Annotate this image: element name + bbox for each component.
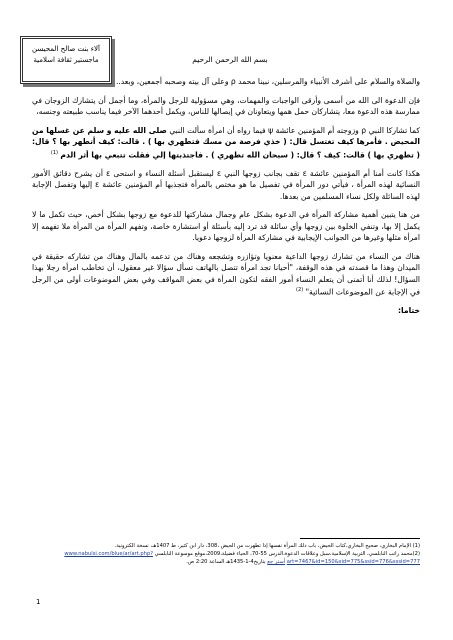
footnote-2 xyxy=(32,550,420,566)
footnote-ref-1[interactable]: (1) xyxy=(50,149,58,156)
footnote-2-link-label[interactable]: أستر جع xyxy=(267,559,286,565)
support-types-text: هناك من النساء من تشارك زوجها الداعية معنويا وتؤازره وتشجعه وهناك من تدعمه بالمال وهناك من تشاركه حقيقة في الميدان وهذا ما قصدته في هذه الوقفة، xyxy=(32,251,420,273)
hadith-intro: كما تشاركا النبي ρ وزوجته أم المؤمنين عائشة ψ فيما رواه أن امرأة سألت النبي xyxy=(169,125,420,135)
footnotes xyxy=(32,542,420,566)
body-text xyxy=(32,76,420,324)
paragraph-aisha-role: هكذا كانت أمنا أم المؤمنين عائشة ε تقف بجانب زوجها النبي ε ليستقبل أسئلة النساء و استحى ε أن يشرح دقائق الأمور النسائية لهذه المرأة ، فيأتي دور المرأة في تفصيل ما هو مختص بالمرأة فتجذبها أم المؤمنين عائشة ε إليها وتفصل الإجابة لهذه السائلة ولكل نساء المسلمين من بعدها. xyxy=(32,168,420,201)
paragraph-support-types xyxy=(32,251,420,299)
paragraph-dawah-importance: فإن الدعوة الى الله من أسمى وأرقى الواجبات والمهمات، وهي مسؤولية للرجل والمرأة، وما أجمل أن يتشارك الزوجان في ممارسة هذه الدعوة معا، يتشاركان حمل همها ويتعاونان في إيصالها للناس، ويكمل أحدهما الآخر فيما يناسب طبيعته وجنسه، xyxy=(32,95,420,116)
closing-heading: ختاما: xyxy=(397,306,420,316)
footnote-2-date: بتاريخ4-1-1435هـ الساعة 2:20 ص. xyxy=(186,559,266,565)
paragraph-hadith xyxy=(32,125,420,161)
paragraph-opening: والصلاة والسلام على أشرف الأنبياء والمرسلين، نبينا محمد ρ وعلى آل بيته وصحبه أجمعين، وبعد.. xyxy=(115,77,420,86)
footnote-ref-2[interactable]: (2) xyxy=(296,287,304,294)
footnote-2-link[interactable]: www.nabulsi.com/blue/ar/art.php?art=7467&id=150&sid=775&ssid=776&sssid=777 xyxy=(64,551,420,565)
basmala: بسم الله الرحمن الرحيم xyxy=(192,55,268,64)
nabulsi-quote: "أحيانا تجد امرأة تتصل بالهاتف تسأل سؤالا غير معقول، أن تخاطب امرأة رجلا بهذا السؤال! لذلك أنا أتمنى أن يتعلم النساء أمور الفقه لتكون المرأة في بعض المواقف وفي بعض الموضوعات أولى من الرجل في الإجابة عن الموضوعات النسائية" xyxy=(32,263,420,297)
footnote-2-text: (2)محمد راتب النابلسي، التربية الإسلامية،سبل وعلاقات الدعوة،الدرس 55-70، الحياء فضيلة،2009،موقع موسوعة النابلسي xyxy=(154,551,420,557)
footnote-1: (1) الإمام البخاري، صحيح البخاري،كتاب الحيض، باب دلك المرأة نفسها إذا تطهرت من الحيض ،308، دار ابن كثير، ط 1407هـ، نسخة الكترونية. xyxy=(114,543,420,549)
author-name: آلاء بنت صالح المحيسن xyxy=(32,45,100,53)
footnote-divider xyxy=(300,538,420,539)
page-number: 1 xyxy=(36,598,41,606)
paragraph-participation: من هنا يتبين أهمية مشاركة المرأة في الدعوة بشكل عام وجمال مشاركتها للدعوة مع زوجها بشكل أخص، حيث تكمل ما لا يكمل إلا بها، وتنفي الخلوة بين زوجها وأي سائلة قد ترد إليه بأسئلة أو استشارة خاصة، وتفهم المرأة من المرأة ملا تفهمه إلا امرأة مثلها وغيرها من الجوانب الإيجابية في مشاركة المرأة لزوجها دعويا. xyxy=(32,210,420,243)
hadith-text: صلى الله عليه و سلم عن غسلها من المحيض . فأمرها كيف تغتسل قال: ( خذي فرصة من مسك فتطهري بها ) . قالت: كيف أتطهر بها ؟ قال: ( تطهري بها ) قالت: كيف ؟ قال: ( سبحان الله تطهري ) . فاجتذبتها إلي فقلت تتبعي بها أثر الدم xyxy=(32,125,420,160)
author-degree: ماجستير ثقافة اسلامية xyxy=(33,56,99,64)
